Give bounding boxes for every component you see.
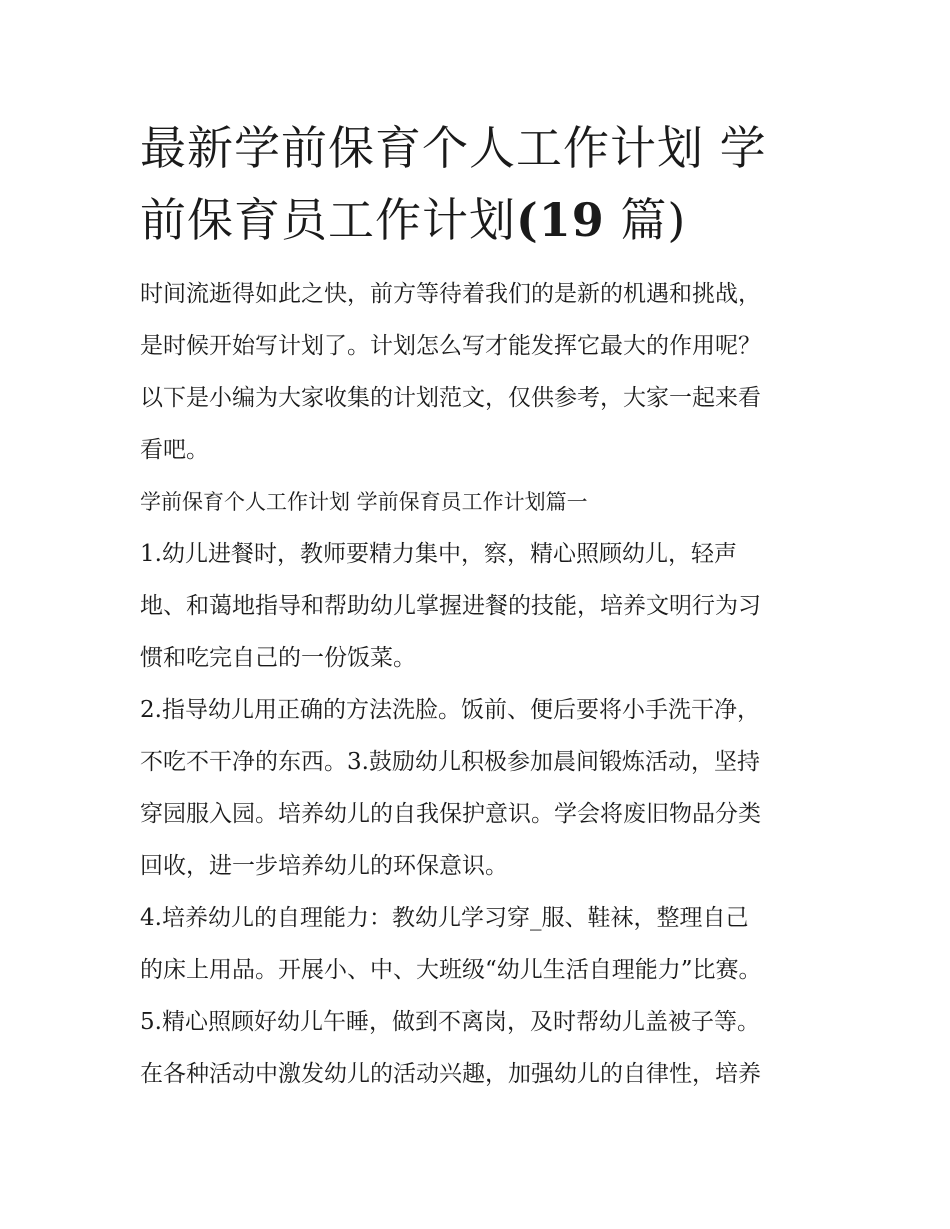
text-line: 4.培养幼儿的自理能力：教幼儿学习穿_服、鞋袜，整理自己	[140, 905, 749, 931]
text-line: 不吃不干净的东西。3.鼓励幼儿积极参加晨间锻炼活动，坚持	[140, 749, 760, 775]
section-heading: 学前保育个人工作计划 学前保育员工作计划篇一	[140, 490, 588, 514]
text-line: 1.幼儿进餐时，教师要精力集中，察，精心照顾幼儿，轻声	[140, 541, 737, 567]
text-line: 是时候开始写计划了。计划怎么写才能发挥它最大的作用呢？	[140, 333, 761, 359]
text-line: 回收，进一步培养幼儿的环保意识。	[140, 853, 508, 879]
text-line: 的床上用品。开展小、中、大班级“幼儿生活自理能力”比赛。	[140, 957, 762, 983]
text-line: 在各种活动中激发幼儿的活动兴趣，加强幼儿的自律性，培养	[140, 1061, 761, 1087]
text-line: 看吧。	[140, 437, 209, 463]
document-page	[140, 112, 820, 1100]
document-body	[140, 268, 820, 1100]
text-line: 穿园服入园。培养幼儿的自我保护意识。学会将废旧物品分类	[140, 801, 761, 827]
text-line: 以下是小编为大家收集的计划范文，仅供参考，大家一起来看	[140, 385, 761, 411]
text-line: 5.精心照顾好幼儿午睡，做到不离岗，及时帮幼儿盖被子等。	[140, 1009, 760, 1035]
text-line: 2.指导幼儿用正确的方法洗脸。饭前、便后要将小手洗干净，	[140, 697, 760, 723]
document-title	[140, 112, 820, 256]
title-line-1: 最新学前保育个人工作计划 学	[140, 121, 767, 175]
title-count: (19	[516, 193, 605, 247]
title-line-2	[140, 184, 820, 256]
text-line: 惯和吃完自己的一份饭菜。	[140, 645, 416, 671]
title-count-suffix: 篇)	[604, 193, 687, 247]
text-line: 地、和蔼地指导和帮助幼儿掌握进餐的技能，培养文明行为习	[140, 593, 761, 619]
title-line-2-text: 前保育员工作计划	[140, 193, 516, 247]
text-line: 时间流逝得如此之快，前方等待着我们的是新的机遇和挑战，	[140, 281, 761, 307]
